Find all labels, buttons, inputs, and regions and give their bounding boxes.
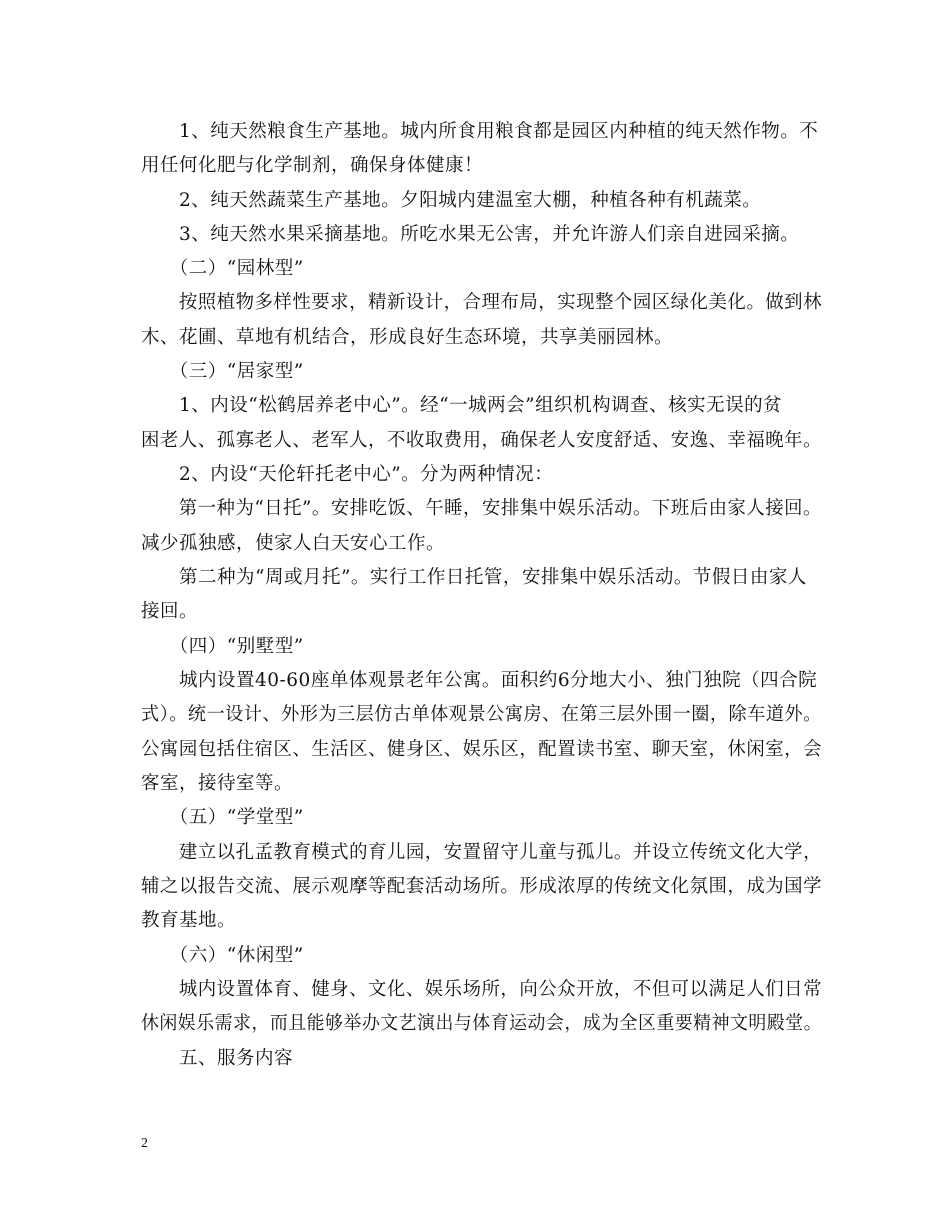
text-line: 第一种为“日托”。安排吃饭、午睡，安排集中娱乐活动。下班后由家人接回。 <box>141 498 822 519</box>
text-line: 减少孤独感，使家人白天安心工作。 <box>141 533 446 554</box>
text-line: 五、服务内容 <box>141 1048 294 1069</box>
text-line: 公寓园包括住宿区、生活区、健身区、娱乐区，配置读书室、聊天室，休闲室，会 <box>141 739 823 760</box>
text-line: 按照植物多样性要求，精新设计，合理布局，实现整个园区绿化美化。做到林 <box>141 292 823 313</box>
text-line: 接回。 <box>141 601 199 622</box>
text-line: 木、花圃、草地有机结合，形成良好生态环境，共享美丽园林。 <box>141 327 674 348</box>
text-line: 休闲娱乐需求，而且能够举办文艺演出与体育运动会，成为全区重要精神文明殿堂。 <box>141 1013 823 1034</box>
text-line: 客室，接待室等。 <box>141 773 294 794</box>
text-line: 教育基地。 <box>141 910 237 931</box>
text-line: 1、纯天然粮食生产基地。城内所食用粮食都是园区内种植的纯天然作物。不 <box>141 121 819 142</box>
text-line: （五）“学堂型” <box>141 807 304 828</box>
text-line: 第二种为“周或月托”。实行工作日托管，安排集中娱乐活动。节假日由家人 <box>141 567 807 588</box>
text-line: 2、内设“天伦轩托老中心”。分为两种情况： <box>141 464 554 485</box>
text-line: （六）“休闲型” <box>141 945 304 966</box>
text-line: （三）“居家型” <box>141 361 304 382</box>
text-line: 城内设置40-60座单体观景老年公寓。面积约6分地大小、独门独院（四合院 <box>141 670 818 691</box>
text-line: 建立以孔孟教育模式的育儿园，安置留守儿童与孤儿。并设立传统文化大学， <box>141 842 823 863</box>
page-number: 2 <box>141 1136 148 1151</box>
text-line: 困老人、孤寡老人、老军人，不收取费用，确保老人安度舒适、安逸、幸福晚年。 <box>141 430 823 451</box>
text-line: 用任何化肥与化学制剂，确保身体健康！ <box>141 155 484 176</box>
text-line: 城内设置体育、健身、文化、娱乐场所，向公众开放，不但可以满足人们日常 <box>141 979 823 1000</box>
text-line: （四）“别墅型” <box>141 636 304 657</box>
text-line: 2、纯天然蔬菜生产基地。夕阳城内建温室大棚，种植各种有机蔬菜。 <box>141 190 762 211</box>
text-line: 1、内设“松鹤居养老中心”。经“一城两会”组织机构调查、核实无误的贫 <box>141 395 783 416</box>
text-line: 辅之以报告交流、展示观摩等配套活动场所。形成浓厚的传统文化氛围，成为国学 <box>141 876 823 897</box>
text-line: 3、纯天然水果采摘基地。所吃水果无公害，并允许游人们亲自进园采摘。 <box>141 224 800 245</box>
text-line: （二）“园林型” <box>141 258 304 279</box>
text-line: 式）。统一设计、外形为三层仿古单体观景公寓房、在第三层外围一圈，除车道外。 <box>141 704 822 725</box>
